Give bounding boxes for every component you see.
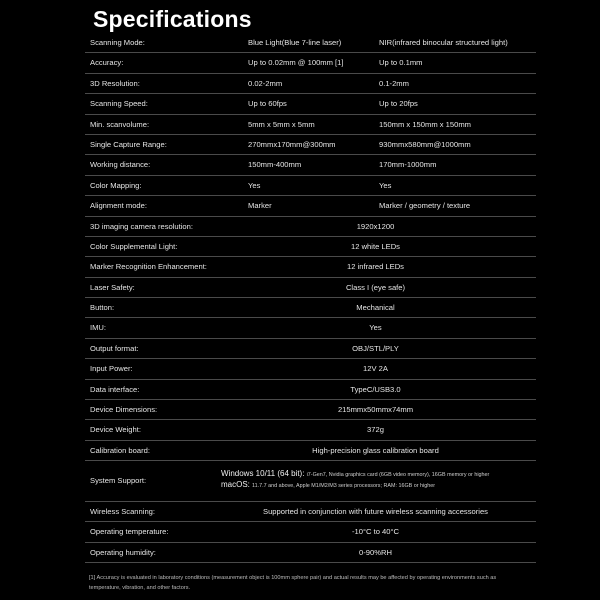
spec-value: 372g <box>367 425 384 435</box>
spec-row-laser-safety <box>85 278 536 298</box>
spec-value: 0-90%RH <box>359 547 392 557</box>
spec-value-nir: Up to 0.1mm <box>379 58 423 68</box>
spec-row-alignment-mode <box>85 196 536 216</box>
spec-value-nir: 930mmx580mm@1000mm <box>379 139 471 149</box>
spec-value: Yes <box>369 323 382 333</box>
spec-label: Scanning Mode: <box>90 38 145 47</box>
spec-row-imu <box>85 318 536 338</box>
spec-row-device-dimensions <box>85 400 536 420</box>
spec-value: High-precision glass calibration board <box>312 445 439 455</box>
spec-value: OBJ/STL/PLY <box>352 343 399 353</box>
spec-label: 3D imaging camera resolution: <box>90 221 193 231</box>
windows-requirements <box>221 469 489 480</box>
spec-row-wireless-scanning <box>85 502 536 522</box>
spec-label: Working distance: <box>90 160 151 170</box>
footnote: [1] Accuracy is evaluated in laboratory conditions (measurement object is 100mm sphere pair) and actual results may be affected by operating environments such as temperature, vibration, and other factors. <box>89 575 497 591</box>
mac-details: 11.7.7 and above, Apple M1/M2/M3 series processors; RAM: 16GB or higher <box>252 483 436 490</box>
spec-value: TypeC/USB3.0 <box>350 384 401 394</box>
spec-value-blue-light: 270mmx170mm@300mm <box>248 139 336 149</box>
spec-value-blue-light: 0.02-2mm <box>248 78 283 88</box>
spec-label: Output format: <box>90 343 139 353</box>
spec-label: Single Capture Range: <box>90 139 167 149</box>
windows-os-label: Windows 10/11 (64 bit): <box>221 469 305 479</box>
spec-value-blue-light: Blue Light(Blue 7-line laser) <box>248 38 342 47</box>
windows-details: i7-Gen7, Nvidia graphics card (6GB video memory), 16GB memory or higher <box>306 472 490 479</box>
page-title: Specifications <box>93 6 252 32</box>
spec-value-nir: 0.1-2mm <box>379 78 409 88</box>
spec-row-single-capture-range <box>85 135 536 155</box>
spec-label: Operating temperature: <box>90 527 169 537</box>
spec-row-device-weight <box>85 420 536 440</box>
spec-label: Laser Safety: <box>90 282 135 292</box>
spec-row-output-format <box>85 339 536 359</box>
spec-value: 12V 2A <box>363 364 388 374</box>
spec-label: Color Supplemental Light: <box>90 241 178 251</box>
spec-label: IMU: <box>90 323 107 333</box>
spec-row-3d-resolution <box>85 74 536 94</box>
spec-value: -10°C to 40°C <box>351 527 400 537</box>
spec-row-working-distance <box>85 155 536 175</box>
mac-requirements <box>221 480 489 491</box>
spec-value: Supported in conjunction with future wireless scanning accessories <box>263 506 488 516</box>
spec-label: Device Weight: <box>90 425 141 435</box>
spec-row-accuracy <box>85 53 536 73</box>
spec-value-nir: Up to 20fps <box>379 99 418 109</box>
spec-label: Min. scanvolume: <box>90 119 150 129</box>
spec-label: Button: <box>90 303 115 313</box>
mac-os-label: macOS: <box>221 480 250 490</box>
spec-value: 12 infrared LEDs <box>347 262 404 272</box>
spec-row-scanning-speed <box>85 94 536 114</box>
spec-row-calibration-board <box>85 441 536 461</box>
spec-value-nir: Yes <box>379 180 392 190</box>
spec-row-scanning-mode <box>85 33 536 53</box>
spec-label: Data interface: <box>90 384 140 394</box>
spec-value: 215mmx50mmx74mm <box>337 405 414 415</box>
spec-value: 12 white LEDs <box>351 241 400 251</box>
spec-label: Alignment mode: <box>90 201 147 211</box>
spec-value-blue-light: 5mm x 5mm x 5mm <box>248 119 315 129</box>
spec-label: System Support: <box>90 476 147 486</box>
spec-value-blue-light: Marker <box>248 201 272 211</box>
spec-row-system-support <box>85 461 536 502</box>
spec-value-blue-light: Yes <box>248 180 261 190</box>
spec-value: Class I (eye safe) <box>345 282 406 292</box>
spec-row-input-power <box>85 359 536 379</box>
spec-label: 3D Resolution: <box>90 78 140 88</box>
spec-value-nir: 170mm-1000mm <box>379 160 437 170</box>
spec-value-blue-light: 150mm-400mm <box>248 160 302 170</box>
spec-row-min-scan-volume <box>85 115 536 135</box>
spec-value-nir: NIR(infrared binocular structured light) <box>379 38 508 47</box>
spec-label: Wireless Scanning: <box>90 506 155 516</box>
spec-row-marker-recognition <box>85 257 536 277</box>
spec-value-blue-light: Up to 60fps <box>248 99 287 109</box>
spec-value: 1920x1200 <box>356 221 395 231</box>
spec-value: Mechanical <box>356 303 395 313</box>
spec-label: Accuracy: <box>90 58 124 68</box>
spec-value-nir: Marker / geometry / texture <box>379 201 471 211</box>
spec-row-operating-humidity <box>85 543 536 563</box>
spec-row-data-interface <box>85 380 536 400</box>
specifications-table <box>85 33 536 563</box>
spec-label: Color Mapping: <box>90 180 142 190</box>
spec-row-operating-temperature <box>85 522 536 542</box>
spec-row-camera-resolution <box>85 217 536 237</box>
spec-value-nir: 150mm x 150mm x 150mm <box>379 119 471 129</box>
spec-row-button <box>85 298 536 318</box>
spec-label: Input Power: <box>90 364 133 374</box>
spec-label: Operating humidity: <box>90 547 156 557</box>
spec-label: Scanning Speed: <box>90 99 148 109</box>
spec-label: Marker Recognition Enhancement: <box>90 262 207 272</box>
spec-value-blue-light: Up to 0.02mm @ 100mm [1] <box>248 58 344 68</box>
spec-label: Calibration board: <box>90 445 150 455</box>
spec-row-color-supplemental-light <box>85 237 536 257</box>
system-support-value <box>221 469 489 491</box>
spec-row-color-mapping <box>85 176 536 196</box>
spec-label: Device Dimensions: <box>90 405 158 415</box>
